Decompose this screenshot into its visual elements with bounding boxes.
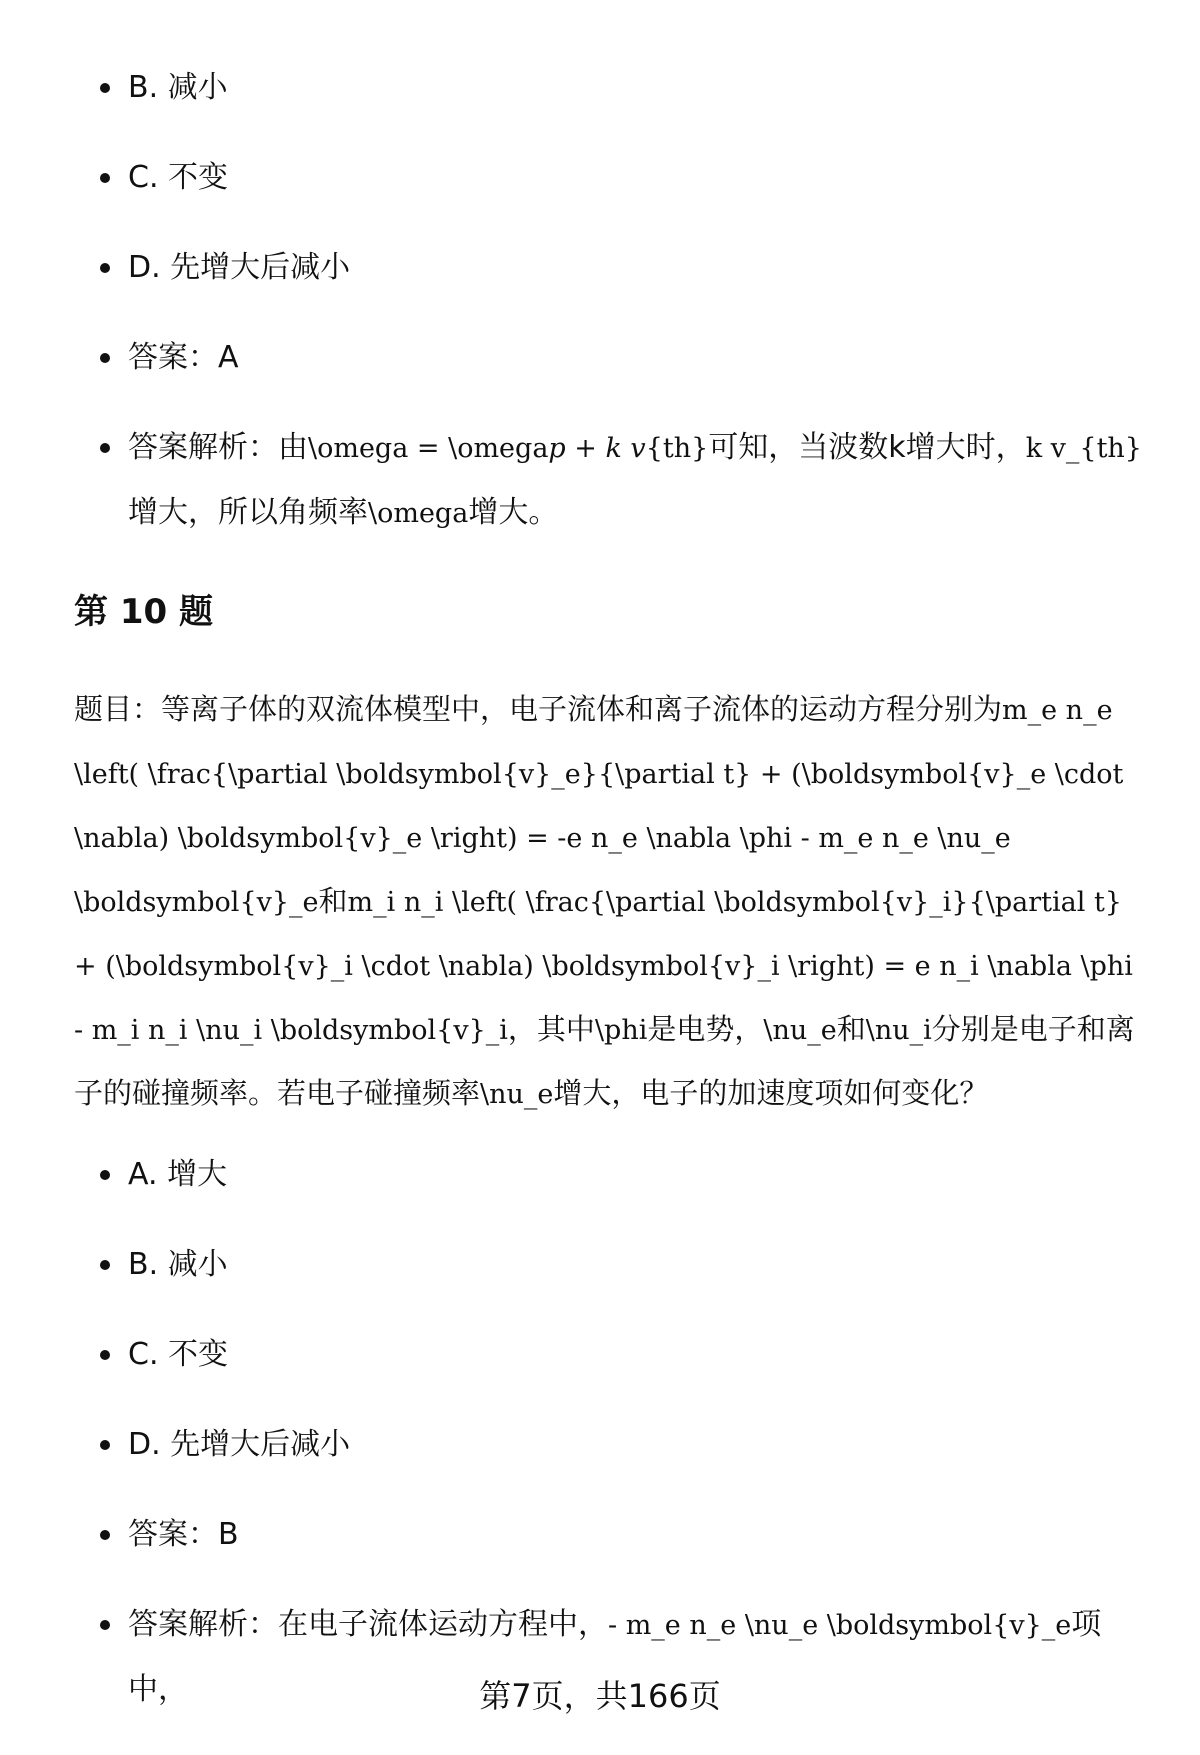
previous-question-options (74, 56, 1154, 572)
option-d: D. 先增大后减小 (74, 1413, 1154, 1477)
page-number-footer: 第7页，共166页 (479, 1677, 721, 1715)
option-c: C. 不变 (74, 1323, 1154, 1387)
option-a: A. 增大 (74, 1143, 1154, 1207)
option-c: C. 不变 (74, 146, 1154, 210)
answer-explanation: 答案解析：由\omega = \omegap + k v{th}可知，当波数k增大时，k v_{th}增大，所以角频率\omega增大。 (74, 416, 1154, 546)
answer-explanation: 答案解析：在电子流体运动方程中，- m_e n_e \nu_e \boldsymbol{v}_e项中， (74, 1593, 1154, 1722)
answer: 答案：B (74, 1503, 1154, 1567)
option-d: D. 先增大后减小 (74, 236, 1154, 300)
option-b: B. 减小 (74, 1233, 1154, 1297)
answer: 答案：A (74, 326, 1154, 390)
question-heading: 第 10 题 (74, 592, 213, 632)
question-prompt: 题目：等离子体的双流体模型中，电子流体和离子流体的运动方程分别为m_e n_e \left( \frac{\partial \boldsymbol{v}_e}{\partial t} + (\boldsymbol{v}_e \cdot \nabla) \boldsymbol{v}_e \right) = -e n_e \nabla \phi - m_e n_e \nu_e \boldsymbol{v}_e和m_i n_i \left( \frac{\partial \boldsymbol{v}_i}{\partial t} + (\boldsymbol{v}_i \cdot \nabla) \boldsymbol{v}_i \right) = e n_i \nabla \phi - m_i n_i \nu_i \boldsymbol{v}_i，其中\phi是电势，\nu_e和\nu_i分别是电子和离子的碰撞频率。若电子碰撞频率\nu_e增大，电子的加速度项如何变化？ (74, 692, 1135, 1110)
question-10-options (74, 1143, 1154, 1748)
option-b: B. 减小 (74, 56, 1154, 120)
